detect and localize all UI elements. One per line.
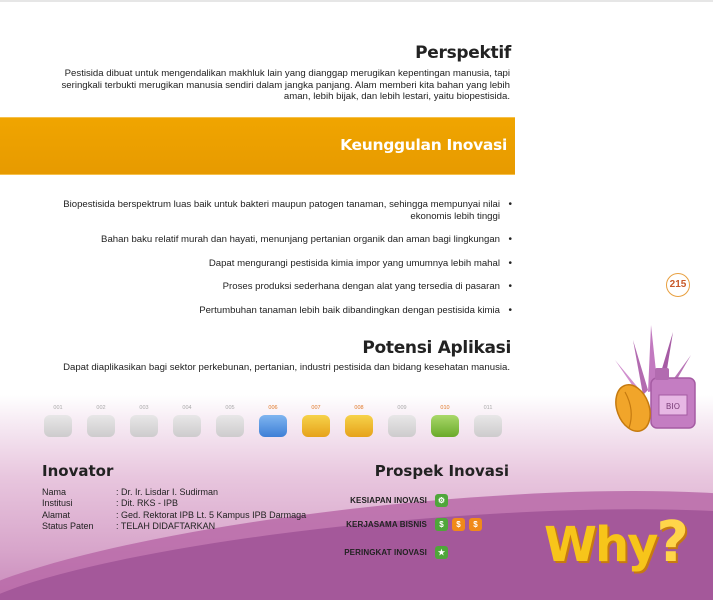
- timeline-item: [255, 405, 291, 445]
- timeline-item: [40, 405, 76, 445]
- potensi-title: Potensi Aplikasi: [362, 338, 511, 358]
- info-row: Alamat : Ged. Rektorat IPB Lt. 5 Kampus IPB Darmaga: [42, 509, 307, 520]
- keunggulan-list: [30, 199, 512, 329]
- timeline-year: 004: [182, 405, 192, 411]
- bullet-icon: •: [508, 257, 512, 269]
- timeline-item: [212, 405, 248, 445]
- timeline-year: 008: [354, 405, 364, 411]
- timeline-year: 006: [268, 405, 278, 411]
- moneybag-icon: $: [435, 518, 448, 531]
- info-row: Nama : Dr. Ir. Lisdar I. Sudirman: [42, 487, 219, 497]
- recycle-icon: [431, 415, 459, 437]
- prospek-row-kesiapan: KESIAPAN INOVASI ⚙: [330, 492, 520, 508]
- timeline-item: [384, 405, 420, 445]
- bullet-icon: •: [508, 199, 512, 210]
- list-item: Pertumbuhan tanaman lebih baik dibandingkan dengan pestisida kimia •: [199, 304, 512, 316]
- folder-icon: [302, 415, 330, 437]
- list-item: Bahan baku relatif murah dan hayati, menunjang pertanian organik dan aman bagi lingkungan •: [101, 234, 512, 246]
- timeline-item: [298, 405, 334, 445]
- timeline-year: 005: [225, 405, 235, 411]
- syringe-icon: [173, 415, 201, 437]
- list-item: Dapat mengurangi pestisida kimia impor yang umumnya lebih mahal •: [208, 257, 512, 269]
- list-item: Biopestisida berspektrum luas baik untuk bakteri maupun patogen tanaman, sehingga mempunyai nilai ekonomis lebih tinggi •: [63, 199, 512, 222]
- gear-icon: ⚙: [435, 494, 448, 507]
- timeline-year: 002: [96, 405, 106, 411]
- moneybag-icon: $: [452, 518, 465, 531]
- bullet-icon: •: [508, 304, 512, 316]
- bio-label: BIO: [665, 402, 681, 411]
- timeline-year: 011: [483, 405, 493, 411]
- prospek-title: Prospek Inovasi: [374, 462, 509, 480]
- chart-icon: [130, 415, 158, 437]
- handshake-icon: [388, 415, 416, 437]
- timeline-item: [83, 405, 119, 445]
- magnifier-icon: [259, 415, 287, 437]
- bullet-icon: •: [508, 234, 512, 246]
- timeline-item: [126, 405, 162, 445]
- timeline-item: [427, 405, 463, 445]
- timeline-item: [341, 405, 377, 445]
- bullet-icon: •: [508, 281, 512, 293]
- robot-icon: [474, 415, 502, 437]
- timeline-item: [169, 405, 205, 445]
- moneybag-icon: $: [469, 518, 482, 531]
- top-border: [0, 0, 713, 2]
- keunggulan-banner: [0, 117, 515, 175]
- inovator-title: Inovator: [42, 462, 114, 480]
- list-item: Proses produksi sederhana dengan alat yang tersedia di pasaran •: [222, 281, 512, 293]
- timeline-year: 001: [53, 405, 63, 411]
- prospek-row-kerjasama: KERJASAMA BISNIS $ $ $: [330, 516, 520, 532]
- why-logo: Why?: [544, 510, 687, 575]
- page-number: 215: [666, 273, 690, 297]
- perspektif-body: Pestisida dibuat untuk mengendalikan makhluk lain yang dianggap merugikan kepentingan manusia, tapi seringkali terbukti merugikan manusia sendiri dalam jangka panjang. Alam memberi kita bahan yang lebih aman, lebih bijak, dan lebih lestari, yaitu biopestisida.: [61, 68, 510, 103]
- bars-icon: [216, 415, 244, 437]
- inovator-info: [42, 487, 306, 532]
- timeline-year: 007: [311, 405, 321, 411]
- question-mark-icon: ?: [656, 510, 687, 575]
- perspektif-title: Perspektif: [415, 43, 511, 63]
- brain-icon: [87, 415, 115, 437]
- info-row: Status Paten : TELAH DIDAFTARKAN: [42, 520, 216, 531]
- info-row: Institusi : Dit. RKS - IPB: [42, 498, 179, 509]
- lab-icon: [44, 415, 72, 437]
- prospek-row-peringkat: PERINGKAT INOVASI ★: [330, 544, 520, 560]
- innovation-timeline: [40, 405, 520, 445]
- timeline-year: 003: [139, 405, 149, 411]
- timeline-item: [470, 405, 506, 445]
- star-icon: ★: [435, 546, 448, 559]
- timeline-year: 010: [440, 405, 450, 411]
- bio-product-illustration: [603, 320, 713, 440]
- keunggulan-title: Keunggulan Inovasi: [340, 136, 507, 154]
- potensi-body: Dapat diaplikasikan bagi sektor perkebunan, pertanian, industri pestisida dan bidang kesehatan manusia.: [63, 362, 510, 373]
- timeline-year: 009: [397, 405, 407, 411]
- hand-icon: [345, 415, 373, 437]
